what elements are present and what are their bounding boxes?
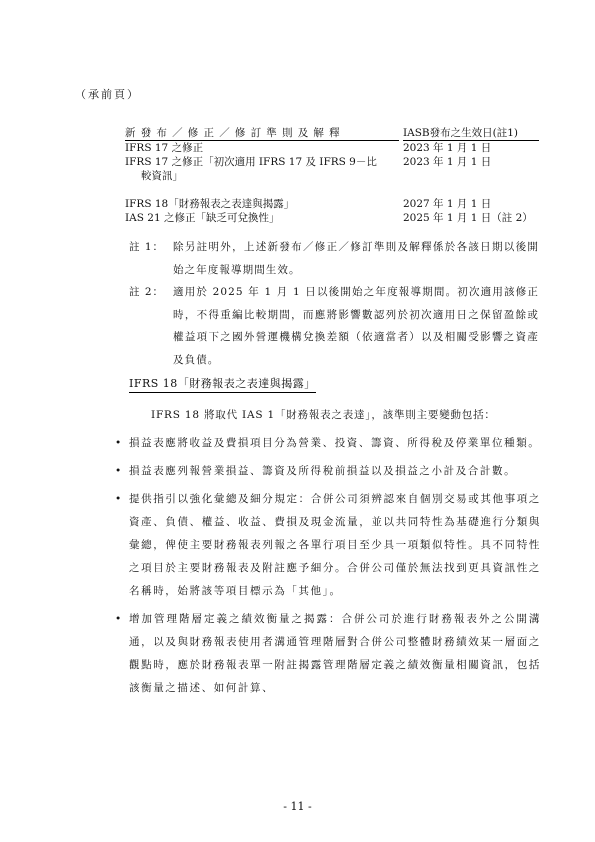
table-cell: 2027 年 1 月 1 日 — [403, 198, 492, 210]
bullet-icon: • — [115, 613, 122, 625]
table-cell: IFRS 18「財務報表之表達與揭露」 — [125, 198, 295, 210]
section-title: IFRS 18「財務報表之表達與揭露」 — [129, 376, 316, 393]
list-item-text: 損益表應列報營業損益、籌資及所得稅前損益以及損益之小計及合計數。 — [129, 465, 517, 477]
list-item — [115, 460, 541, 483]
note-text: 除另註明外，上述新發布／修正／修訂準則及解釋係於各該日期以後開始之年度報導期間生效。 — [173, 241, 539, 276]
list-item-text: 損益表應將收益及費損項目分為營業、投資、籌資、所得稅及停業單位種類。 — [129, 437, 541, 449]
note-text: 適用於 2025 年 1 月 1 日以後開始之年度報導期間。初次適用該修正時，不得重編比較期間，而應將影響數認列於初次適用日之保留盈餘或權益項下之國外營運機構兌換差額（依適當者）以及相關受影響之資產及負債。 — [173, 286, 539, 366]
bullet-icon: • — [115, 437, 122, 449]
section-body — [115, 404, 541, 700]
table-cell: 2023 年 1 月 1 日 — [403, 156, 492, 168]
table-row — [125, 197, 539, 211]
list-item-text: 增加管理階層定義之績效衡量之揭露：合併公司於進行財務報表外之公開溝通，以及與財務報表使用者溝通管理階層對合併公司整體財務績效某一層面之觀點時，應於財務報表單一附註揭露管理階層定義之績效衡量相關資訊，包括該衡量之描述、如何計算、 — [129, 613, 541, 694]
table-cell: IFRS 17 之修正「初次適用 IFRS 17 及 IFRS 9－比 — [125, 156, 377, 168]
table-cell: 較資訊」 — [141, 170, 183, 182]
list-item-text: 提供指引以強化彙總及細分規定：合併公司須辨認來自個別交易或其他事項之資產、負債、權益、收益、費損及現金流量，並以共同特性為基礎進行分類與彙總，俾使主要財務報表列報之各單行項目至少具一項類似特性。具不同特性之項目於主要財務報表及附註應予細分。合併公司僅於無法找到更具資訊性之名稱時，始將該等項目標示為「其他」。 — [129, 493, 541, 597]
intro-paragraph: IFRS 18 將取代 IAS 1「財務報表之表達」，該準則主要變動包括： — [151, 409, 496, 421]
note-2 — [129, 281, 539, 371]
list-item — [115, 432, 541, 455]
bullet-icon: • — [115, 493, 122, 505]
header-effective-date: IASB發布之生效日(註1) — [403, 126, 539, 141]
continued-label: （承前頁） — [75, 88, 140, 101]
list-item — [115, 488, 541, 603]
table-header — [125, 126, 539, 141]
table-cell: 2025 年 1 月 1 日（註 2） — [403, 212, 533, 224]
table-cell: 2023 年 1 月 1 日 — [403, 142, 492, 154]
note-1 — [129, 236, 539, 281]
bullet-icon: • — [115, 465, 122, 477]
table-cell — [419, 169, 539, 183]
table-row — [125, 211, 539, 225]
table-row — [125, 141, 539, 155]
standards-table — [125, 126, 539, 225]
table-cell: IAS 21 之修正「缺乏可兌換性」 — [125, 212, 280, 224]
note-label: 註 1： — [129, 241, 165, 253]
notes — [129, 236, 539, 371]
table-row — [125, 169, 539, 183]
table-row — [125, 155, 539, 169]
page-number: - 11 - — [283, 800, 312, 813]
header-standards: 新發布／修正／修訂準則及解釋 — [125, 126, 399, 141]
list-item — [115, 608, 541, 700]
note-label: 註 2： — [129, 286, 165, 298]
table-cell: IFRS 17 之修正 — [125, 142, 204, 154]
